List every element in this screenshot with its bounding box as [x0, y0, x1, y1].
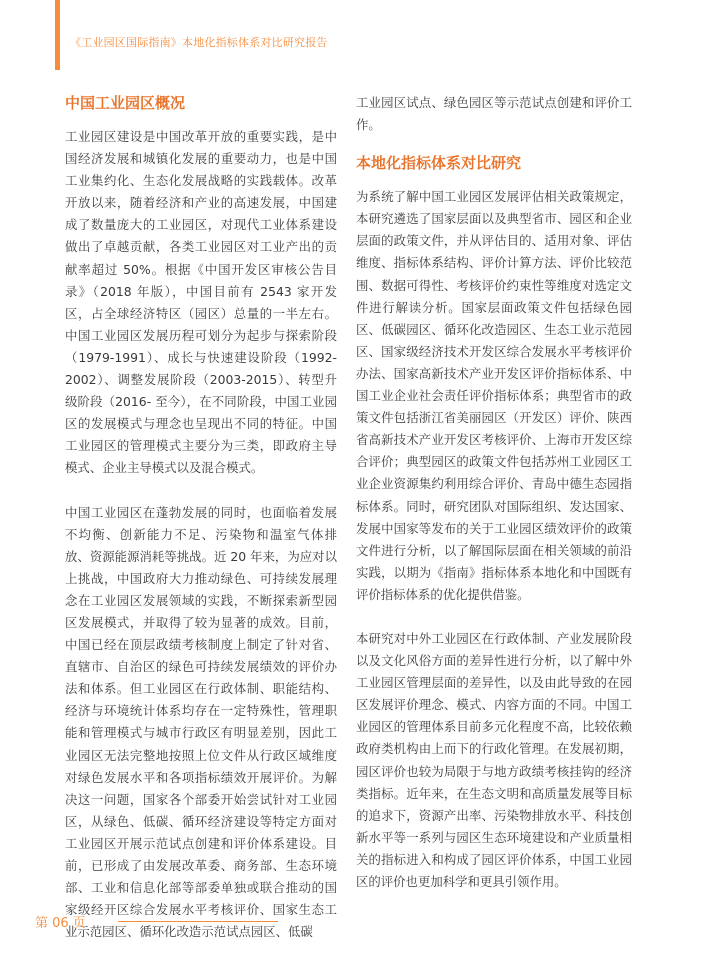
overview-heading: 中国工业园区概况 [65, 94, 186, 112]
comparison-heading: 本地化指标体系对比研究 [356, 154, 522, 173]
overview-paragraph-2: 中国工业园区在蓬勃发展的同时，也面临着发展不均衡、创新能力不足、污染物和温室气体排放、资源能源消耗等挑战。近 20 年来，为应对以上挑战，中国政府大力推动绿色、可持续发展理念在工业园区发展领域的实践，不断探索新型园区发展模式，并取得了较为显著的成效。目前，中国已经在顶层政绩考核制度上制定了针对省、直辖市、自治区的绿色可持续发展绩效的评价办法和体系。但工业园区在行政体制、职能结构、经济与环境统计体系均存在一定特殊性，管理职能和管理模式与城市行政区有明显差别，因此工业园区无法完整地按照上位文件从行政区域维度对绿色发展水平和各项指标绩效开展评价。为解决这一问题，国家各个部委开始尝试针对工业园区，从绿色、低碳、循环经济建设等特定方面对工业园区开展示范试点创建和评价体系建设。目前，已形成了由发展改革委、商务部、生态环境部、工业和信息化部等部委单独或联合推动的国家级经开区综合发展水平考核评价、国家生态工业示范园区、循环化改造示范试点园区、低碳 [65, 504, 337, 940]
overview-paragraph-2-continued: 工业园区试点、绿色园区等示范试点创建和评价工作。 [356, 95, 632, 133]
right-column [356, 92, 632, 893]
footer-divider [118, 921, 278, 922]
overview-paragraph-1: 工业园区建设是中国改革开放的重要实践，是中国经济发展和城镇化发展的重要动力，也是中国工业集约化、生态化发展战略的实践载体。改革开放以来，随着经济和产业的高速发展，中国建成了数量庞大的工业园区，对现代工业体系建设做出了卓越贡献，各类工业园区对工业产出的贡献率超过 50%。根据《中国开发区审核公告目录》（2018 年版），中国目前有 2543 家开发区，占全球经济特区（园区）总量的一半左右。中国工业园区发展历程可划分为起步与探索阶段（1979-1991）、成长与快速建设阶段（1992-2002）、调整发展阶段（2003-2015）、转型升级阶段（2016- 至今），在不同阶段，中国工业园区的发展模式与理念也呈现出不同的特征。中国工业园区的管理模式主要分为三类，即政府主导模式、企业主导模式以及混合模式。 [65, 129, 337, 476]
left-column [65, 92, 337, 943]
header-accent-bar [55, 0, 60, 70]
page-number: 第 06 页 [35, 916, 86, 931]
running-header: 《工业园区国际指南》本地化指标体系对比研究报告 [70, 36, 328, 49]
comparison-paragraph-2: 本研究对中外工业园区在行政体制、产业发展阶段以及文化风俗方面的差异性进行分析，以了解中外工业园区管理层面的差异性，以及由此导致的在园区发展评价理念、模式、内容方面的不同。中国工业园区的管理体系目前多元化程度不高，比较依赖政府类机构由上而下的行政化管理。在发展初期，园区评价也较为局限于与地方政绩考核挂钩的经济类指标。近年来，在生态文明和高质量发展等目标的追求下，资源产出率、污染物排放水平、科技创新水平等一系列与园区生态环境建设和产业质量相关的指标进入和构成了园区评价体系，中国工业园区的评价也更加科学和更具引领作用。 [356, 630, 632, 889]
comparison-paragraph-1: 为系统了解中国工业园区发展评估相关政策规定，本研究遴选了国家层面以及典型省市、园区和企业层面的政策文件，并从评估目的、适用对象、评估维度、指标体系结构、评价计算方法、评价比较范围、数据可得性、考核评价约束性等维度对选定文件进行解读分析。国家层面政策文件包括绿色园区、低碳园区、循环化改造园区、生态工业示范园区、国家级经济技术开发区综合发展水平考核评价办法、国家高新技术产业开发区评价指标体系、中国工业企业社会责任评价指标体系；典型省市的政策文件包括浙江省美丽园区（开发区）评价、陕西省高新技术产业开发区考核评价、上海市开发区综合评价；典型园区的政策文件包括苏州工业园区工业企业资源集约利用综合评价、青岛中德生态园指标体系。同时，研究团队对国际组织、发达国家、发展中国家等发布的关于工业园区绩效评价的政策文件进行分析，以了解国际层面在相关领域的前沿实践，以期为《指南》指标体系本地化和中国既有评价指标体系的优化提供借鉴。 [356, 189, 632, 602]
